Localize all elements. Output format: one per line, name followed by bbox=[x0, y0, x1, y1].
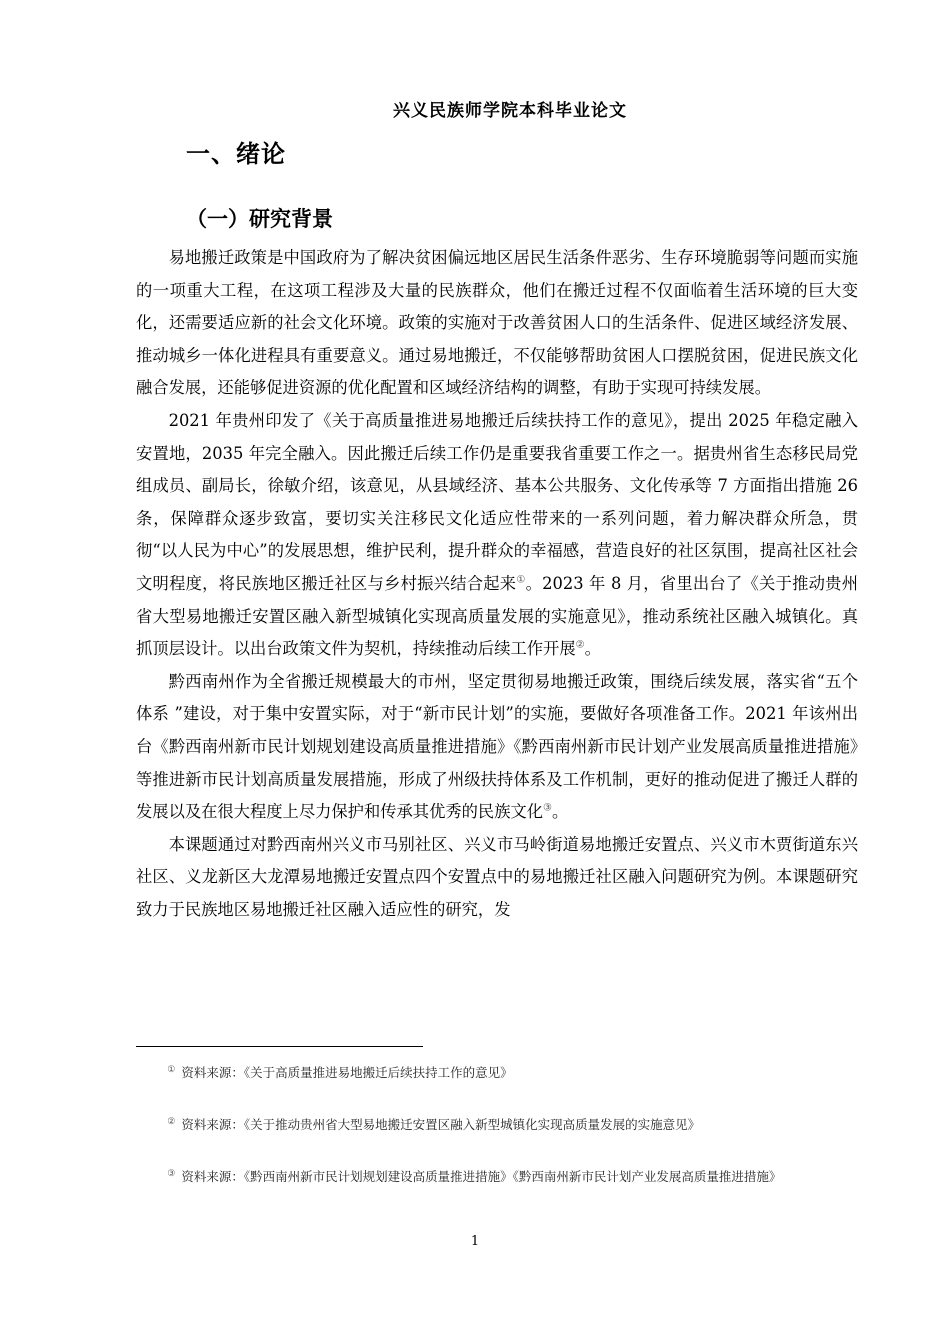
body-paragraph bbox=[136, 666, 858, 829]
footnote-separator bbox=[136, 1046, 423, 1047]
footnote bbox=[136, 1164, 858, 1190]
footnote bbox=[136, 1112, 858, 1138]
page-number: 1 bbox=[470, 1234, 480, 1249]
footnote-reference[interactable]: ① bbox=[516, 574, 526, 586]
footnote-mark: ① bbox=[167, 1064, 176, 1075]
paragraph-text: 黔西南州作为全省搬迁规模最大的市州，坚定贯彻易地搬迁政策，围绕后续发展，落实省“五个体系 ”建设，对于集中安置实际，对于“新市民计划”的实施，要做好各项准备工作。2021 年该州出台《黔西南州新市民计划规划建设高质量推进措施》《黔西南州新市民计划产业发展高质量推进措施》等推进新市民计划高质量发展措施，形成了州级扶持体系及工作机制，更好的推动促进了搬迁人群的发展以及在很大程度上尽力保护和传承其优秀的民族文化 bbox=[136, 671, 858, 822]
paragraph-text: 。 bbox=[584, 639, 601, 659]
footnotes bbox=[136, 1060, 858, 1190]
footnote-mark: ③ bbox=[167, 1168, 176, 1179]
footnote-mark: ② bbox=[167, 1116, 176, 1127]
section-title: （一）研究背景 bbox=[186, 207, 333, 231]
footnote-reference[interactable]: ② bbox=[575, 639, 585, 651]
paragraph-text: 本课题通过对黔西南州兴义市马别社区、兴义市马岭街道易地搬迁安置点、兴义市木贾街道东兴社区、义龙新区大龙潭易地搬迁安置点四个安置点中的易地搬迁社区融入问题研究为例。本课题研究致力于民族地区易地搬迁社区融入适应性的研究，发 bbox=[136, 834, 858, 919]
body-paragraph bbox=[136, 829, 858, 927]
footnote-reference[interactable]: ③ bbox=[543, 802, 553, 814]
paragraph-text: 。2023 年 8 月，省里出台了《关于推动贵州省大型易地搬迁安置区融入新型城镇化实现高质量发展的实施意见》，推动系统社区融入城镇化。真抓顶层设计。以出台政策文件为契机，持续推动后续工作开展 bbox=[136, 573, 858, 659]
running-header: 兴义民族师学院本科毕业论文 bbox=[393, 101, 627, 121]
paragraph-text: 2021 年贵州印发了《关于高质量推进易地搬迁后续扶持工作的意见》，提出 2025 年稳定融入安置地，2035 年完全融入。因此搬迁后续工作仍是重要我省重要工作之一。据贵州省生态移民局党组成员、副局长，徐敏介绍，该意见，从县域经济、基本公共服务、文化传承等 7 方面指出措施 26 条，保障群众逐步致富，要切实关注移民文化适应性带来的一系列问题，着力解决群众所急，贯彻“以人民为中心”的发展思想，维护民利，提升群众的幸福感，营造良好的社区氛围，提高社区社会文明程度，将民族地区搬迁社区与乡村振兴结合起来 bbox=[136, 410, 858, 593]
chapter-title: 一、绪论 bbox=[186, 140, 286, 168]
paragraph-text: 。 bbox=[552, 802, 569, 822]
footnote-text: 资料来源：《黔西南州新市民计划规划建设高质量推进措施》《黔西南州新市民计划产业发展高质量推进措施》 bbox=[181, 1169, 782, 1184]
body-paragraph bbox=[136, 242, 858, 405]
body-paragraph bbox=[136, 405, 858, 666]
body-text bbox=[136, 242, 858, 926]
footnote-text: 资料来源：《关于推动贵州省大型易地搬迁安置区融入新型城镇化实现高质量发展的实施意见》 bbox=[181, 1117, 701, 1132]
footnote bbox=[136, 1060, 858, 1086]
footnote-text: 资料来源：《关于高质量推进易地搬迁后续扶持工作的意见》 bbox=[181, 1065, 513, 1080]
paragraph-text: 易地搬迁政策是中国政府为了解决贫困偏远地区居民生活条件恶劣、生存环境脆弱等问题而实施的一项重大工程，在这项工程涉及大量的民族群众，他们在搬迁过程不仅面临着生活环境的巨大变化，还需要适应新的社会文化环境。政策的实施对于改善贫困人口的生活条件、促进区域经济发展、推动城乡一体化进程具有重要意义。通过易地搬迁，不仅能够帮助贫困人口摆脱贫困，促进民族文化融合发展，还能够促进资源的优化配置和区域经济结构的调整，有助于实现可持续发展。 bbox=[136, 248, 858, 398]
